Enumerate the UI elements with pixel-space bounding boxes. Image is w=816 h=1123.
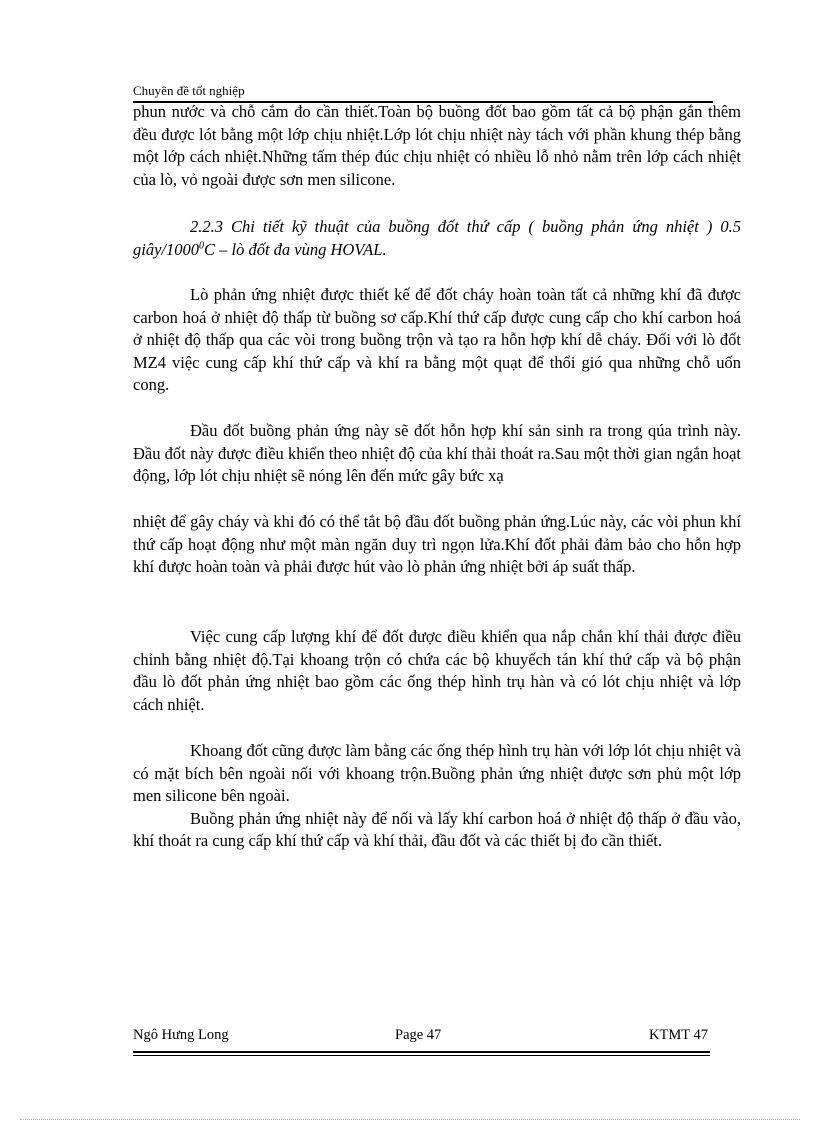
paragraph-block-3 — [133, 420, 741, 488]
footer-class: KTMT 47 — [649, 1027, 708, 1043]
page-footer — [133, 1026, 708, 1044]
section-heading-text — [133, 216, 741, 261]
paragraph-7: Buồng phản ứng nhiệt này để nối và lấy khí carbon hoá ở nhiệt độ thấp ở đầu vào, khí thoát ra cung cấp khí thứ cấp và khí thải, đầu đốt và các thiết bị đo cần thiết. — [133, 808, 741, 850]
heading-superscript: 0 — [199, 240, 204, 251]
heading-part-a: 2.2.3 Chi tiết kỹ thuật của buồng đốt thứ cấp ( buồng phản ứng nhiệt ) 0.5 giây/1000 — [133, 217, 741, 259]
paragraph-5: Việc cung cấp lượng khí để đốt được điều khiển qua nắp chắn khí thải được điều chỉnh bằng nhiệt độ.Tại khoang trộn có chứa các bộ khuyếch tán khí thứ cấp và bộ phận đầu lò đốt phản ứng nhiệt bao gồm các ống thép hình trụ hàn và có lót chịu nhiệt và lớp cách nhiệt. — [133, 627, 741, 714]
paragraph-block-4 — [133, 511, 741, 579]
paragraph-block-6 — [133, 740, 741, 853]
paragraph-4: nhiệt để gây cháy và khi đó có thể tắt bộ đầu đốt buồng phản ứng.Lúc này, các vòi phun khí thứ cấp hoạt động như một màn ngăn duy trì ngọn lửa.Khí đốt phải đảm bảo cho hỗn hợp khí được hoàn toàn và phải được hút vào lò phản ứng nhiệt bởi áp suất thấp. — [133, 512, 741, 576]
footer-page-number: Page 47 — [395, 1027, 442, 1043]
paragraph-6: Khoang đốt cũng được làm bằng các ống thép hình trụ hàn với lớp lót chịu nhiệt và có mặt bích bên ngoài nối với khoang trộn.Buồng phản ứng nhiệt được sơn phủ một lớp men silicone bên ngoài. — [133, 741, 741, 805]
paragraph-2: Lò phản ứng nhiệt được thiết kế để đốt cháy hoàn toàn tất cả những khí đã được carbon hoá ở nhiệt độ thấp từ buồng sơ cấp.Khí thứ cấp được cung cấp cho khí carbon hoá ở nhiệt độ thấp qua các vòi trong buồng trộn và tạo ra hỗn hợp khí dễ cháy. Đối với lò đốt MZ4 việc cung cấp khí thứ cấp và khí ra bằng một quạt để thổi gió qua những chỗ uốn cong. — [133, 285, 741, 394]
section-heading — [133, 216, 741, 261]
heading-part-b: C – lò đốt đa vùng HOVAL. — [204, 239, 387, 259]
paragraph-1: phun nước và chỗ cắm đo cần thiết.Toàn bộ buồng đốt bao gồm tất cả bộ phận gắn thêm đều được lót bằng một lớp chịu nhiệt.Lớp lót chịu nhiệt này tách với phần khung thép bằng một lớp cách nhiệt.Những tấm thép đúc chịu nhiệt có nhiều lỗ nhỏ nằm trên lớp cách nhiệt của lò, vỏ ngoài được sơn men silicone. — [133, 102, 741, 189]
paragraph-block-2 — [133, 284, 741, 397]
footer-divider-thick — [133, 1051, 710, 1053]
page-bottom-edge — [20, 1119, 800, 1120]
footer-divider-thin — [133, 1055, 710, 1056]
footer-author: Ngô Hưng Long — [133, 1027, 229, 1043]
page-header-title: Chuyên đề tốt nghiệp — [133, 83, 245, 98]
paragraph-continued — [133, 101, 741, 191]
paragraph-block-5 — [133, 626, 741, 716]
paragraph-3: Đầu đốt buồng phản ứng này sẽ đốt hỗn hợp khí sản sinh ra trong qúa trình này. Đầu đốt này được điều khiển theo nhiệt độ của khí thải thoát ra.Sau một thời gian ngắn hoạt động, lớp lót chịu nhiệt sẽ nóng lên đến mức gây bức xạ — [133, 421, 741, 485]
